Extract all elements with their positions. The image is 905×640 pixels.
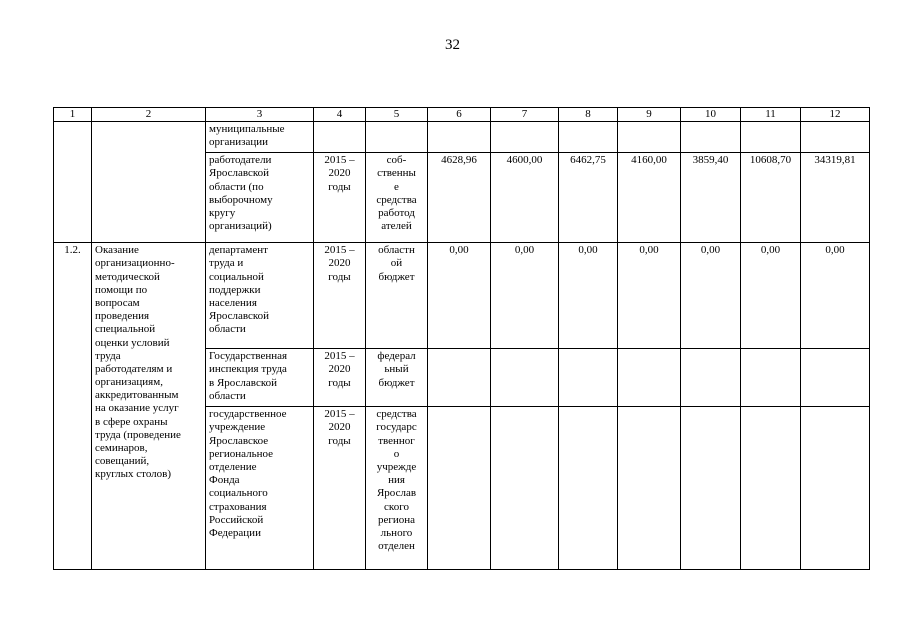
value-cell: 4628,96 [428, 153, 491, 243]
period-cell: 2015 – 2020 годы [314, 407, 366, 570]
value-cell [801, 407, 870, 570]
value-cell [428, 349, 491, 407]
value-cell [428, 407, 491, 570]
column-number: 10 [681, 108, 741, 122]
executor-cell: департамент труда и социальной поддержки населения Ярославской области [206, 243, 314, 349]
executor-cell: муниципальные организации [206, 122, 314, 153]
item-number-cell [54, 122, 92, 243]
value-cell [618, 407, 681, 570]
table-row [54, 122, 870, 153]
value-cell [681, 122, 741, 153]
page-number: 32 [445, 37, 460, 53]
column-number: 3 [206, 108, 314, 122]
column-number: 1 [54, 108, 92, 122]
value-cell [559, 122, 618, 153]
period-cell: 2015 – 2020 годы [314, 349, 366, 407]
period-cell [314, 122, 366, 153]
item-name-cell [92, 122, 206, 243]
value-cell [491, 122, 559, 153]
column-number: 5 [366, 108, 428, 122]
value-cell [681, 349, 741, 407]
value-cell [618, 349, 681, 407]
executor-cell: государственное учреждение Ярославское региональное отделение Фонда социального страхования Российской Федерации [206, 407, 314, 570]
item-number-cell: 1.2. [54, 243, 92, 570]
value-cell: 0,00 [491, 243, 559, 349]
item-name-cell: Оказание организационно- методической помощи по вопросам проведения специальной оценки условий труда работодателям и организациям, аккредитованным на оказание услуг в сфере охраны труда (проведение семинаров, совещаний, круглых столов) [92, 243, 206, 570]
source-cell: областн ой бюджет [366, 243, 428, 349]
column-number: 8 [559, 108, 618, 122]
value-cell [428, 122, 491, 153]
value-cell: 4160,00 [618, 153, 681, 243]
column-number-row [54, 108, 870, 122]
value-cell [681, 407, 741, 570]
value-cell: 6462,75 [559, 153, 618, 243]
program-table [53, 107, 870, 570]
value-cell [741, 122, 801, 153]
value-cell [741, 349, 801, 407]
period-cell: 2015 – 2020 годы [314, 243, 366, 349]
source-cell [366, 122, 428, 153]
value-cell [741, 407, 801, 570]
value-cell: 0,00 [618, 243, 681, 349]
value-cell: 0,00 [681, 243, 741, 349]
value-cell [491, 407, 559, 570]
period-cell: 2015 – 2020 годы [314, 153, 366, 243]
value-cell: 10608,70 [741, 153, 801, 243]
value-cell: 0,00 [559, 243, 618, 349]
column-number: 2 [92, 108, 206, 122]
column-number: 9 [618, 108, 681, 122]
value-cell: 3859,40 [681, 153, 741, 243]
value-cell: 0,00 [801, 243, 870, 349]
value-cell [559, 349, 618, 407]
executor-cell: Государственная инспекция труда в Ярославской области [206, 349, 314, 407]
value-cell [801, 122, 870, 153]
column-number: 11 [741, 108, 801, 122]
column-number: 6 [428, 108, 491, 122]
value-cell: 4600,00 [491, 153, 559, 243]
column-number: 7 [491, 108, 559, 122]
value-cell [801, 349, 870, 407]
executor-cell: работодатели Ярославской области (по выборочному кругу организаций) [206, 153, 314, 243]
value-cell [559, 407, 618, 570]
table-row [54, 243, 870, 349]
source-cell: соб- ственны е средства работод ателей [366, 153, 428, 243]
value-cell [491, 349, 559, 407]
source-cell: федерал ьный бюджет [366, 349, 428, 407]
value-cell [618, 122, 681, 153]
value-cell: 0,00 [428, 243, 491, 349]
column-number: 4 [314, 108, 366, 122]
value-cell: 34319,81 [801, 153, 870, 243]
source-cell: средства государс твенног о учрежде ния Ярослав ского региона льного отделен [366, 407, 428, 570]
value-cell: 0,00 [741, 243, 801, 349]
column-number: 12 [801, 108, 870, 122]
